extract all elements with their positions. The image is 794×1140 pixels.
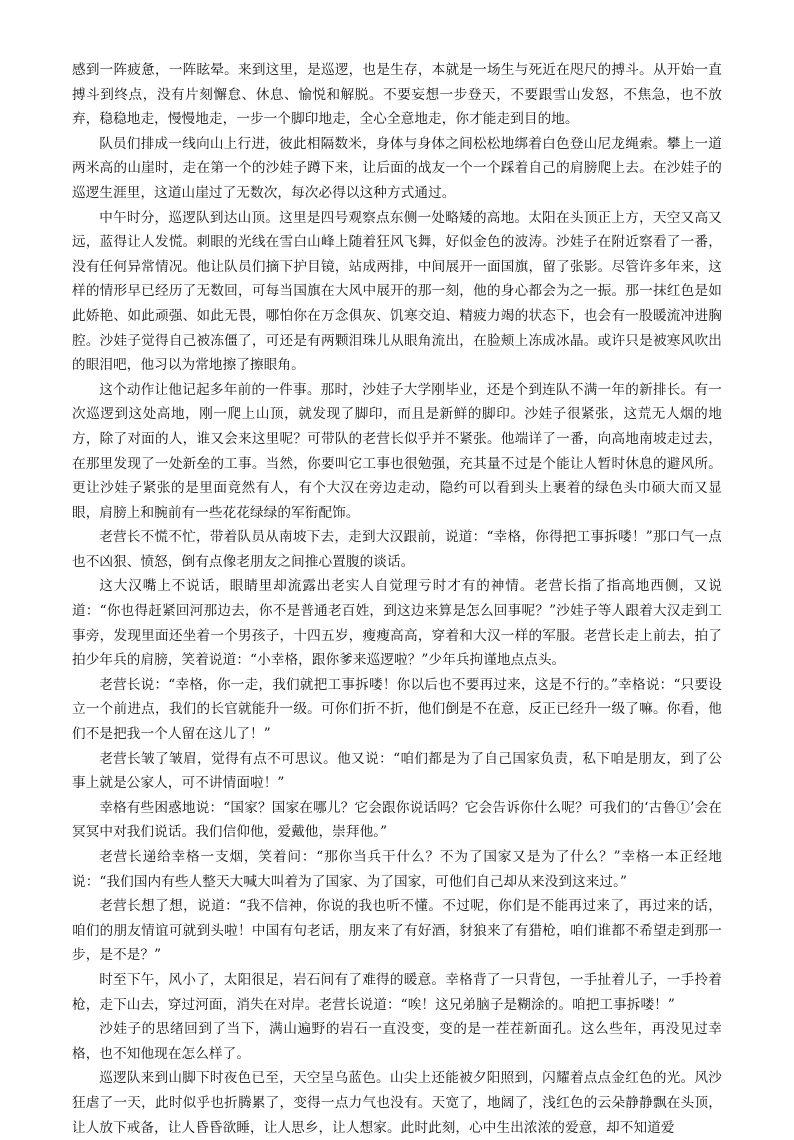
paragraph: 时至下午，风小了，太阳很足，岩石间有了难得的暖意。幸格背了一只背包，一手扯着儿子，一手拎着枪，走下山去，穿过河面，消失在对岸。老营长说道：“唉！这兄弟脑子是糊涂的。咱把工事拆喽！” [72,971,722,1013]
paragraph: 老营长皱了皱眉，觉得有点不可思议。他又说：“咱们都是为了自己国家负责，私下咱是朋友，到了公事上就是公家人，可不讲情面啦！” [72,750,722,792]
paragraph: 队员们排成一线向山上行进，彼此相隔数米，身体与身体之间松松地绑着白色登山尼龙绳索。攀上一道两米高的山崖时，走在第一个的沙娃子蹲下来，让后面的战友一个一个踩着自己的肩膀爬上去。在沙娃子的巡逻生涯里，这道山崖过了无数次，每次必得以这种方式通过。 [72,135,722,201]
paragraph: 老营长想了想，说道：“我不信神，你说的我也听不懂。不过呢，你们是不能再过来了，再过来的话，咱们的朋友情谊可就到头啦！中国有句老话，朋友来了有好酒，豺狼来了有猎枪，咱们谁都不希望走到那一步，是不是？” [72,898,722,964]
paragraph: 沙娃子的思绪回到了当下，满山遍野的岩石一直没变，变的是一茬茬新面孔。这么些年，再没见过幸格，也不知他现在怎么样了。 [72,1021,722,1062]
paragraph: 这大汉嘴上不说话，眼睛里却流露出老实人自觉理亏时才有的神情。老营长指了指高地西侧，又说道：“你也得赶紧回河那边去，你不是普通老百姓，到这边来算是怎么回事呢？”沙娃子等人跟着大汉走到工事旁，发现里面还坐着一个男孩子，十四五岁，瘦瘦高高，穿着和大汉一样的军服。老营长走上前去，拍了拍少年兵的肩膀，笑着说道：“小幸格，跟你爹来巡逻啦？”少年兵拘谨地点点头。 [72,578,722,669]
paragraph: 这个动作让他记起多年前的一件事。那时，沙娃子大学刚毕业，还是个到连队不满一年的新排长。有一次巡逻到这处高地，刚一爬上山顶，就发现了脚印，而且是新鲜的脚印。沙娃子很紧张，这荒无人烟的地方，除了对面的人，谁又会来这里呢？可带队的老营长似乎并不紧张。他端详了一番，向高地南坡走过去，在那里发现了一处新垒的工事。当然，你要叫它工事也很勉强，充其量不过是个能让人暂时休息的避风所。更让沙娃子紧张的是里面竟然有人，有个大汉在旁边走动，隐约可以看到头上裹着的绿色头巾硕大而又显眼，肩膀上和腕前有一些花花绿绿的军衔配饰。 [72,381,722,521]
paragraph: 老营长说：“幸格，你一走，我们就把工事拆喽！你以后也不要再过来，这是不行的。”幸格说：“只要设立一个前进点，我们的长官就能升一级。可你们折不折，他们倒是不在意，反正已经升一级了嘛。你看，他们不是把我一个人留在这儿了！” [72,676,722,743]
paragraph: 老营长不慌不忙，带着队员从南坡下去，走到大汉跟前，说道：“幸格，你得把工事拆喽！”那口气一点也不凶狠、愤怒，倒有点像老朋友之间推心置腹的谈话。 [72,529,722,570]
paragraph: 巡逻队来到山脚下时夜色已至，天空呈乌蓝色。山尖上还能被夕阳照到，闪耀着点点金红色的光。风沙狂虐了一天，此时似乎也折腾累了，变得一点力气也没有。天宽了，地阔了，浅红色的云朵静静飘在头顶，让人放下戒备，让人昏昏欲睡，让人思乡，让人想家。此时此刻，心中生出浓浓的爱意，却不知道爱 [72,1070,722,1136]
paragraph: 中午时分，巡逻队到达山顶。这里是四号观察点东侧一处略矮的高地。太阳在头顶正上方，天空又高又远，蓝得让人发慌。刺眼的光线在雪白山峰上随着狂风飞舞，好似金色的波涛。沙娃子在附近察看了一番，没有任何异常情况。他让队员们摘下护目镜，站成两排，中间展开一面国旗，留了张影。尽管许多年来，这样的情形早已经历了无数回，可每当国旗在大风中展开的那一刻，他的身心都会为之一振。那一抹红色是如此娇艳、如此顽强、如此无畏，哪怕你在万念俱灰、饥寒交迫、精疲力竭的状态下，也会有一股暖流冲进胸腔。沙娃子觉得自己被冻僵了，可还是有两颗泪珠儿从眼角流出，在脸颊上冻成冰晶。或许只是被寒风吹出的眼泪吧，他习以为常地擦了擦眼角。 [72,209,722,374]
paragraph: 幸格有些困惑地说：“国家？国家在哪儿？它会跟你说话吗？它会告诉你什么呢？可我们的‘古鲁①’会在冥冥中对我们说话。我们信仰他，爱戴他，崇拜他。” [72,799,722,841]
paragraph: 感到一阵疲惫，一阵眩晕。来到这里，是巡逻，也是生存，本就是一场生与死近在咫尺的搏斗。从开始一直搏斗到终点，没有片刻懈怠、休息、愉悦和解脱。不要妄想一步登天，不要跟雪山发怒，不焦急，也不放弃，稳稳地走，慢慢地走，一步一个脚印地走，全心全意地走，你才能走到目的地。 [72,62,722,128]
paragraph: 老营长递给幸格一支烟，笑着问：“那你当兵干什么？不为了国家又是为了什么？”幸格一本正经地说：“我们国内有些人整天大喊大叫着为了国家、为了国家，可他们自己却从来没到这来过。” [72,849,722,890]
